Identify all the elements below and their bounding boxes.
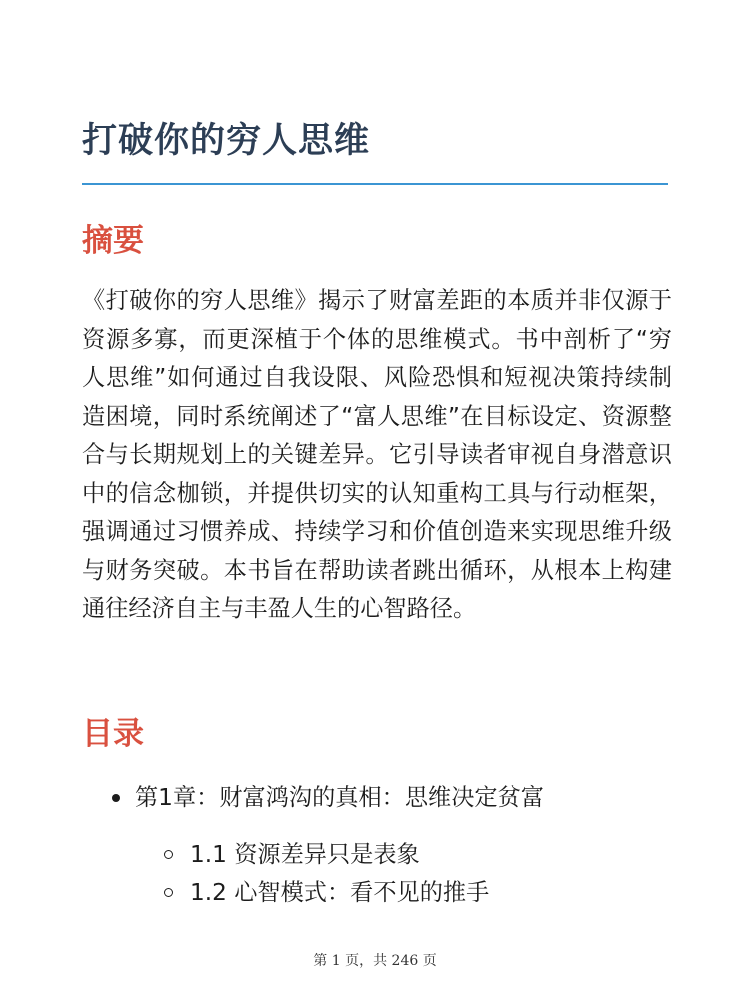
toc-section-1-1 <box>0 836 750 874</box>
document-title: 打破你的穷人思维 <box>82 121 371 161</box>
bullet-dot-icon <box>112 794 120 802</box>
toc-section-label: 1.2 心智模式：看不见的推手 <box>190 879 490 906</box>
toc-chapter-1-sections <box>0 836 750 912</box>
page-number-footer: 第 1 页，共 246 页 <box>313 953 437 969</box>
abstract-paragraph: 《打破你的穷人思维》揭示了财富差距的本质并非仅源于资源多寡，而更深植于个体的思维模式。书中剖析了“穷人思维”如何通过自我设限、风险恐惧和短视决策持续制造困境，同时系统阐述了“富人思维”在目标设定、资源整合与长期规划上的关键差异。它引导读者审视自身潜意识中的信念枷锁，并提供切实的认知重构工具与行动框架，强调通过习惯养成、持续学习和价值创造来实现思维升级与财务突破。本书旨在帮助读者跳出循环，从根本上构建通往经济自主与丰盈人生的心智路径。 <box>82 287 672 622</box>
bullet-circle-icon <box>164 888 173 897</box>
toc-section-label: 1.1 资源差异只是表象 <box>190 841 420 868</box>
toc-chapter-1 <box>0 776 750 820</box>
table-of-contents <box>0 776 750 912</box>
toc-sublist <box>0 836 750 912</box>
toc-heading: 目录 <box>82 716 144 752</box>
toc-chapter-label: 第1章：财富鸿沟的真相：思维决定贫富 <box>135 784 544 811</box>
title-divider <box>82 183 668 185</box>
toc-section-1-2 <box>0 874 750 912</box>
abstract-heading: 摘要 <box>82 223 144 259</box>
bullet-circle-icon <box>164 850 173 859</box>
